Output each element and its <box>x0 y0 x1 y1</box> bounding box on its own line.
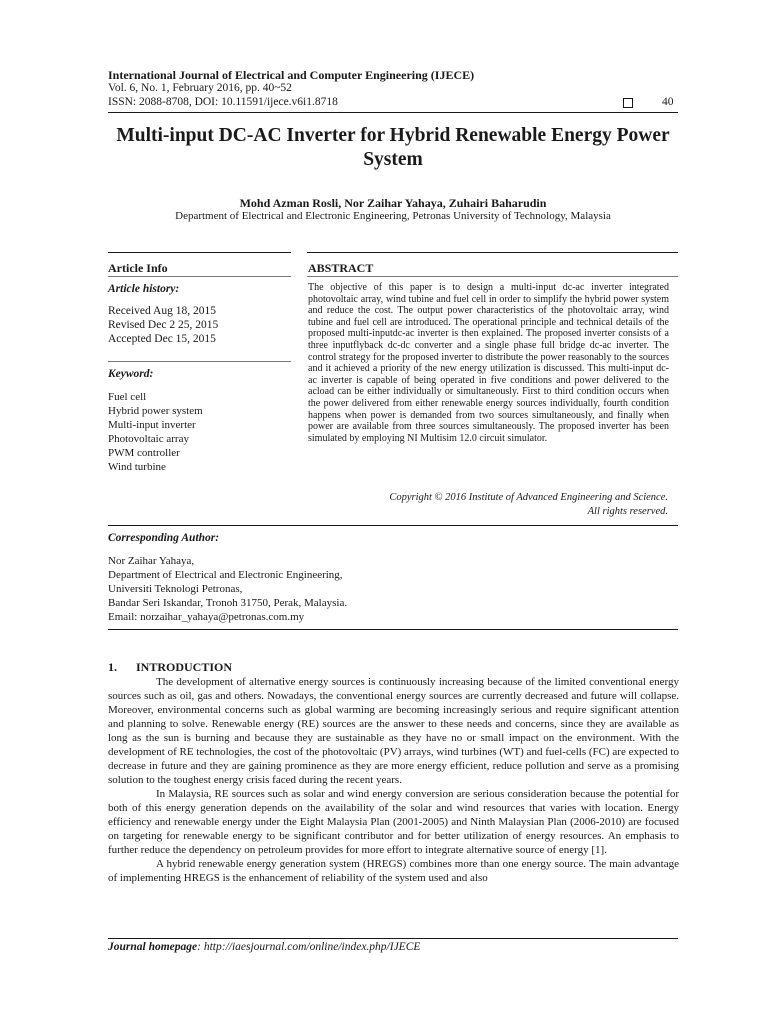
divider <box>108 361 291 362</box>
corresponding-university: Universiti Teknologi Petronas, <box>108 583 243 595</box>
keyword-heading: Keyword: <box>108 368 154 380</box>
history-received: Received Aug 18, 2015 <box>108 305 216 317</box>
corresponding-department: Department of Electrical and Electronic Engineering, <box>108 569 343 581</box>
journal-volume: Vol. 6, No. 1, February 2016, pp. 40~52 <box>108 82 292 94</box>
footer <box>108 941 420 953</box>
section-title: INTRODUCTION <box>136 660 233 674</box>
journal-name: International Journal of Electrical and Computer Engineering (IJECE) <box>108 68 475 82</box>
copyright-notice <box>308 491 668 519</box>
keyword-item: Photovoltaic array <box>108 433 189 445</box>
abstract-text: The objective of this paper is to design a multi-input dc-ac inverter integrated photovoltaic array, wind tubine and fuel cell in order to simplify the hybrid power system and reduce the cost. The output power characteristics of the photovoltaic array, wind tubine and fuel cell are introduced. The operational principle and technical details of the proposed multi-inputdc-ac inverter is then explained. The proposed inverter consists of a three inputflyback dc-dc converter and a single phase full bridge dc-ac inverter. The control strategy for the proposed inverter to distribute the power reasonably to the sources and it achieved a priority of the new energy utilization is discussed. This multi-input dc-ac inverter is capable of being operated in five conditions and power delivered to the acload can be either individually or simultaneously. First to third condition occurs when the power delivered from either renewable energy sources individually, fourth condition happens when power is demanded from two sources simultaneously, and finally when power are available from three sources simultaneously. The proposed inverter has been simulated by employing NI Multisim 12.0 circuit simulator. <box>308 282 669 444</box>
keyword-item: Wind turbine <box>108 461 166 473</box>
journal-issn: ISSN: 2088-8708, DOI: 10.11591/ijece.v6i1.8718 <box>108 96 338 108</box>
divider <box>307 252 678 253</box>
intro-paragraph: The development of alternative energy sources is continuously increasing because of the limited conventional energy sources such as oil, gas and others. Nowadays, the conventional energy sources are currently decreased and future will collapse. Moreover, environmental concerns such as global warming are becoming increasingly serious and require significant attention and planning to solve. Renewable energy (RE) sources are the answer to these needs and concerns, since they are available as long as the sun is burning and because they are sustainable as they have no or small impact on the environment. With the development of RE technologies, the cost of the photovoltaic (PV) arrays, wind turbines (WT) and fuel-cells (FC) are expected to decrease in future and they are gaining prominence as they are more energy efficient, reduce pollution and serve as a promising solution to the toughest energy crisis faced during the recent years. <box>108 676 679 786</box>
article-info-heading: Article Info <box>108 261 168 275</box>
history-list <box>108 304 218 346</box>
corresponding-email[interactable]: Email: norzaihar_yahaya@petronas.com.my <box>108 611 305 623</box>
keyword-list <box>108 390 203 474</box>
rights-line: All rights reserved. <box>587 506 668 517</box>
abstract-heading: ABSTRACT <box>308 261 374 275</box>
square-icon <box>623 98 633 108</box>
intro-paragraph: In Malaysia, RE sources such as solar and wind energy conversion are serious consideration because the potential for both of this energy generation depends on the availability of the solar and wind resources that varies with location. Energy efficiency and renewable energy under the Eight Malaysia Plan (2001-2005) and Ninth Malaysian Plan (2006-2010) are focused on targeting for renewable energy to be significant contributor and for better utilization of energy resources. An emphasis to further reduce the dependency on petroleum provides for more effort to integrate alternative source of energy [1]. <box>108 788 679 856</box>
intro-paragraph: A hybrid renewable energy generation system (HREGS) combines more than one energy source. The main advantage of implementing HREGS is the enhancement of reliability of the system used and also <box>108 858 679 884</box>
keyword-item: Multi-input inverter <box>108 419 196 431</box>
footer-label: Journal homepage <box>108 941 198 953</box>
corresponding-details <box>108 554 347 624</box>
paper-affiliation: Department of Electrical and Electronic Engineering, Petronas University of Technology, Malaysia <box>175 210 611 222</box>
paper-title: Multi-input DC-AC Inverter for Hybrid Renewable Energy Power System <box>116 125 670 170</box>
header-rule <box>108 112 678 113</box>
divider <box>108 525 678 526</box>
introduction-heading <box>108 660 232 675</box>
corresponding-address: Bandar Seri Iskandar, Tronoh 31750, Perak, Malaysia. <box>108 597 348 609</box>
corresponding-heading: Corresponding Author: <box>108 532 220 544</box>
history-revised: Revised Dec 2 25, 2015 <box>108 319 219 331</box>
corresponding-name: Nor Zaihar Yahaya, <box>108 555 195 567</box>
divider <box>108 629 678 630</box>
footer-url[interactable]: : http://iaesjournal.com/online/index.php/IJECE <box>197 941 421 953</box>
keyword-item: Hybrid power system <box>108 405 203 417</box>
keyword-item: PWM controller <box>108 447 180 459</box>
divider <box>108 252 291 253</box>
footer-rule <box>108 938 678 939</box>
keyword-item: Fuel cell <box>108 391 147 403</box>
introduction-body <box>108 675 679 885</box>
page-number: 40 <box>662 96 674 108</box>
history-heading: Article history: <box>108 283 180 295</box>
divider <box>108 276 291 277</box>
history-accepted: Accepted Dec 15, 2015 <box>108 333 216 345</box>
section-number: 1. <box>108 660 117 674</box>
copyright-line: Copyright © 2016 Institute of Advanced Engineering and Science. <box>389 492 668 503</box>
divider <box>307 276 678 277</box>
paper-authors: Mohd Azman Rosli, Nor Zaihar Yahaya, Zuhairi Baharudin <box>239 196 547 210</box>
